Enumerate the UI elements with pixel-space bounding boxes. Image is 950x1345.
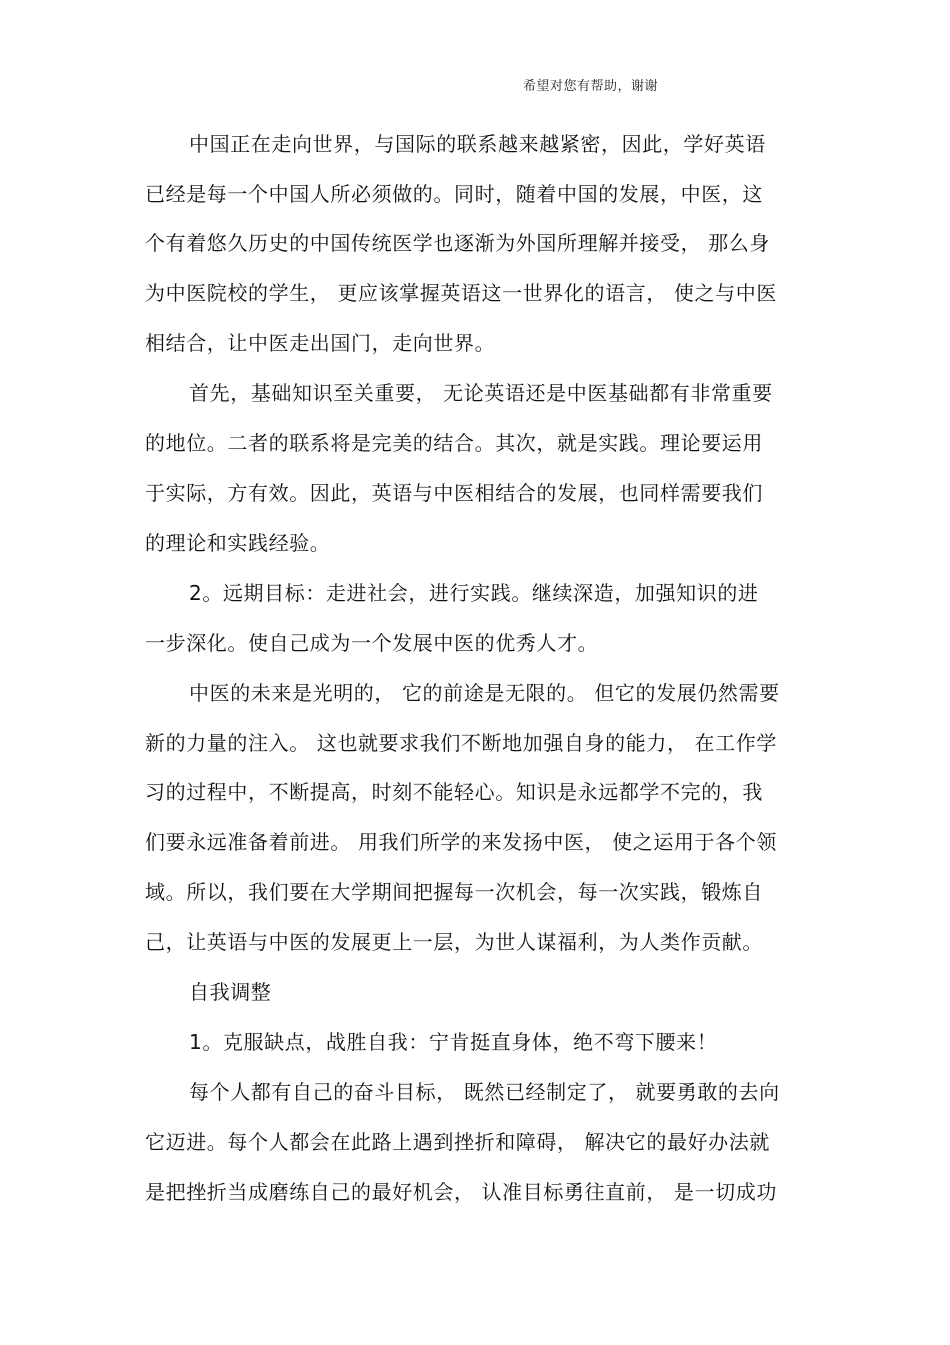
paragraph-line: 是把挫折当成磨练自己的最好机会， 认准目标勇往直前， 是一切成功 xyxy=(145,1180,777,1204)
paragraph-line: 每个人都有自己的奋斗目标， 既然已经制定了， 就要勇敢的去向 xyxy=(189,1080,780,1104)
paragraph-line: 域。所以，我们要在大学期间把握每一次机会，每一次实践，锻炼自 xyxy=(145,880,763,904)
paragraph-line: 个有着悠久历史的中国传统医学也逐渐为外国所理解并接受， 那么身 xyxy=(145,231,770,255)
paragraph-line: 的地位。二者的联系将是完美的结合。其次，就是实践。理论要运用 xyxy=(145,431,763,455)
paragraph-line: 相结合，让中医走出国门，走向世界。 xyxy=(145,331,496,355)
paragraph-line: 首先，基础知识至关重要， 无论英语还是中医基础都有非常重要 xyxy=(189,381,773,405)
paragraph-line: 已经是每一个中国人所必须做的。同时，随着中国的发展，中医，这 xyxy=(145,182,763,206)
paragraph-line: 2。远期目标：走进社会，进行实践。继续深造，加强知识的进 xyxy=(189,581,759,605)
paragraph-line: 中医的未来是光明的， 它的前途是无限的。 但它的发展仍然需要 xyxy=(189,681,780,705)
paragraph-line: 一步深化。使自己成为一个发展中医的优秀人才。 xyxy=(145,631,599,655)
paragraph-line: 新的力量的注入。 这也就要求我们不断地加强自身的能力， 在工作学 xyxy=(145,731,777,755)
paragraph-line: 中国正在走向世界，与国际的联系越来越紧密，因此，学好英语 xyxy=(189,132,766,156)
paragraph-line: 它迈进。每个人都会在此路上遇到挫折和障碍， 解决它的最好办法就 xyxy=(145,1130,770,1154)
section-heading: 自我调整 xyxy=(189,980,272,1004)
paragraph-line: 为中医院校的学生， 更应该掌握英语这一世界化的语言， 使之与中医 xyxy=(145,281,777,305)
paragraph-line: 们要永远准备着前进。 用我们所学的来发扬中医， 使之运用于各个领 xyxy=(145,830,777,854)
page-header: 希望对您有帮助，谢谢 xyxy=(523,79,659,94)
paragraph-line: 己，让英语与中医的发展更上一层，为世人谋福利，为人类作贡献。 xyxy=(145,930,763,954)
paragraph-line: 习的过程中，不断提高，时刻不能轻心。知识是永远都学不完的，我 xyxy=(145,780,763,804)
paragraph-line: 于实际，方有效。因此，英语与中医相结合的发展，也同样需要我们 xyxy=(145,481,763,505)
paragraph-line: 1。克服缺点，战胜自我：宁肯挺直身体，绝不弯下腰来！ xyxy=(189,1030,718,1054)
paragraph-line: 的理论和实践经验。 xyxy=(145,531,331,555)
